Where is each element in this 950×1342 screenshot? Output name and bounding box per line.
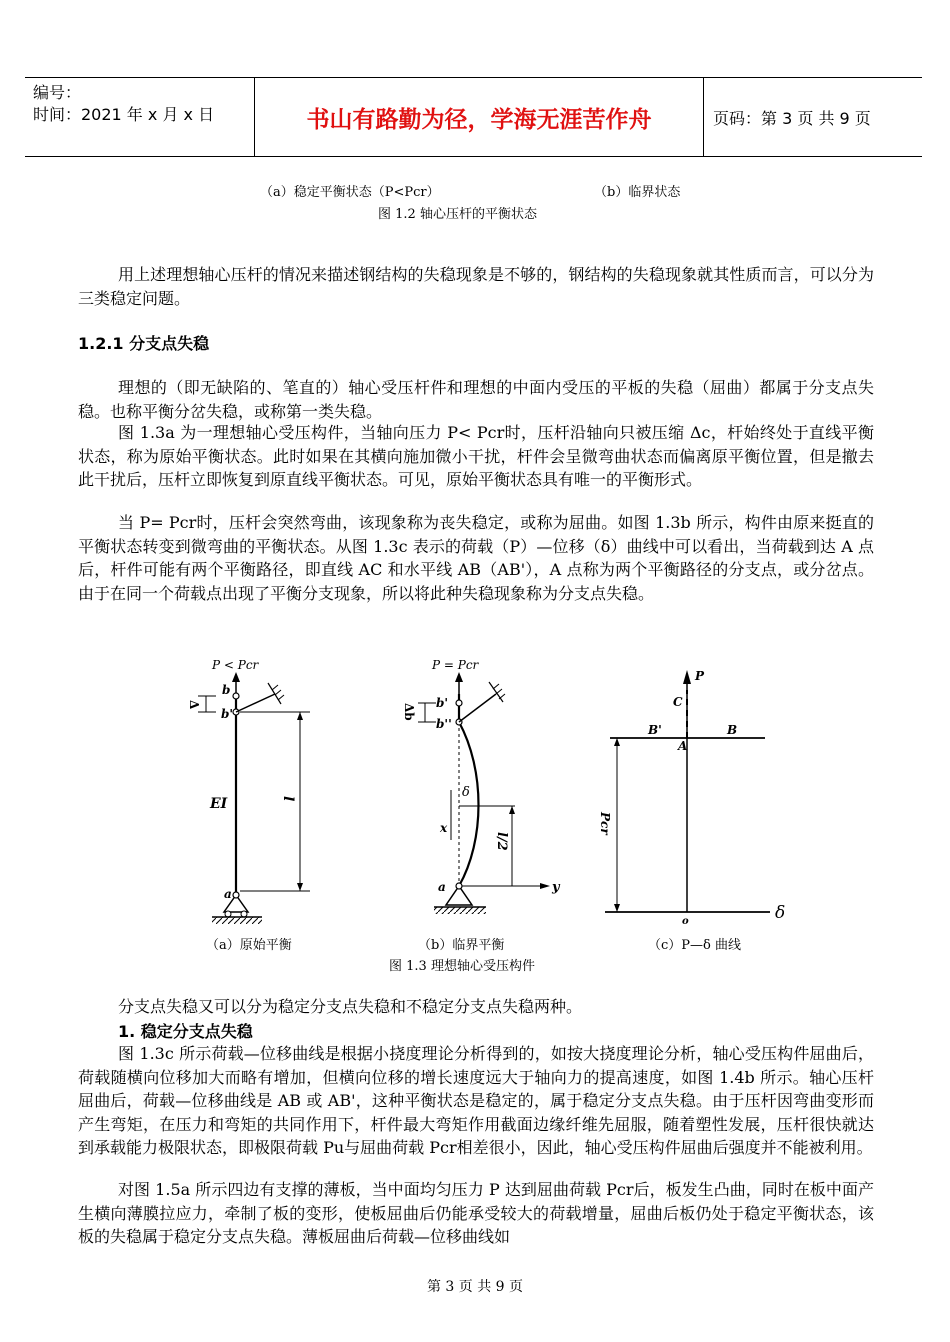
label-l: l bbox=[280, 796, 296, 802]
roller bbox=[241, 911, 247, 917]
label-B: B bbox=[727, 723, 738, 737]
label-l2: l/2 bbox=[494, 832, 509, 851]
delta-label: Δ bbox=[187, 700, 201, 710]
label-b-prime: b' bbox=[436, 696, 449, 710]
fig12-caption-b: （b）临界状态 bbox=[594, 185, 681, 200]
header-divider bbox=[703, 78, 704, 156]
node-a bbox=[233, 892, 239, 898]
lateral-brace bbox=[459, 694, 496, 722]
fig13-title: 图 1.3 理想轴心受压构件 bbox=[389, 959, 535, 974]
roller bbox=[225, 911, 231, 917]
fig12-caption-a: （a）稳定平衡状态（P<Pcr） bbox=[260, 185, 440, 200]
sub-heading: 1. 稳定分支点失稳 bbox=[118, 1022, 253, 1041]
arrow-head bbox=[683, 670, 691, 684]
node-b bbox=[233, 693, 239, 699]
label-B-prime: B' bbox=[648, 723, 662, 737]
brace-support bbox=[489, 682, 503, 702]
brace-support bbox=[268, 683, 281, 704]
fig12-title: 图 1.2 轴心压杆的平衡状态 bbox=[378, 207, 537, 222]
arrow-head bbox=[232, 672, 240, 682]
label-o: o bbox=[682, 916, 689, 927]
arrow-head bbox=[455, 672, 463, 682]
paragraph-definition: 理想的（即无缺陷的、笔直的）轴心受压杆件和理想的中面内受压的平板的失稳（屈曲）都属于分支点失稳。也称平衡分岔失稳，或称第一类失稳。 bbox=[78, 378, 874, 421]
lateral-brace bbox=[236, 694, 275, 712]
arrow-head bbox=[540, 883, 550, 889]
label-C: C bbox=[673, 695, 683, 709]
fig13-caption-a: （a）原始平衡 bbox=[206, 938, 292, 953]
label-Pcr: Pcr bbox=[598, 812, 612, 835]
paragraph-critical: 当 P= Pcr时，压杆会突然弯曲，该现象称为丧失稳定，或称为屈曲。如图 1.3b 所示，构件由原来挺直的平衡状态转变到微弯曲的平衡状态。从图 1.3c 表示的荷载（P）—位移（δ）曲线中可以看出，当荷载到达 A 点后，杆件可能有两个平衡路径，即直线 AC 和水平线 AB（AB'），A 点称为两个平衡路径的分支点，或分岔点。由于在同一个荷载点出现了平衡分支现象，所以将此种失稳现象称为分支点失稳。 bbox=[78, 513, 874, 603]
fig13-caption-b: （b）临界平衡 bbox=[418, 938, 505, 953]
fig13c-p-delta-curve bbox=[598, 669, 785, 927]
arrow-head bbox=[509, 806, 515, 814]
label-P: P bbox=[695, 669, 705, 683]
ground-hatch bbox=[212, 917, 262, 924]
number-label: 编号： bbox=[33, 83, 82, 102]
paragraph-original-equilibrium: 图 1.3a 为一理想轴心受压构件，当轴向压力 P< Pcr时，压杆沿轴向只被压缩 Δc，杆始终处于直线平衡状态，称为原始平衡状态。此时如果在其横向施加微小干扰，杆件会呈微弯曲状态而偏离原平衡位置，但是撤去此干扰后，压杆立即恢复到原直线平衡状态。可见，原始平衡状态具有唯一的平衡形式。 bbox=[78, 423, 874, 490]
time-label: 时间：2021 年 x 月 x 日 bbox=[33, 105, 215, 124]
section-heading: 1.2.1 分支点失稳 bbox=[78, 334, 210, 353]
arrow-head bbox=[614, 904, 620, 912]
fig13a-original-equilibrium bbox=[187, 658, 310, 924]
label-A: A bbox=[678, 739, 688, 753]
arrow-head bbox=[297, 712, 303, 720]
paragraph-intro: 用上述理想轴心压杆的情况来描述钢结构的失稳现象是不够的，钢结构的失稳现象就其性质而言，可以分为三类稳定问题。 bbox=[78, 265, 874, 308]
arrow-head bbox=[297, 883, 303, 891]
arrow-head bbox=[614, 738, 620, 746]
label-a: a bbox=[224, 887, 232, 901]
label-b-dprime: b'' bbox=[436, 717, 452, 731]
page-header bbox=[25, 77, 922, 157]
delta-b-label: Δb bbox=[402, 703, 416, 721]
page-footer: 第 3 页 共 9 页 bbox=[426, 1279, 524, 1295]
label-EI: EI bbox=[210, 796, 228, 812]
paragraph-stable-bifurcation: 图 1.3c 所示荷载—位移曲线是根据小挠度理论分析得到的，如按大挠度理论分析，轴心受压构件屈曲后，荷载随横向位移加大而略有增加，但横向位移的增长速度远大于轴向力的提高速度，如图 1.4b 所示。轴心压杆屈曲后，荷载—位移曲线是 AB 或 AB'，这种平衡状态是稳定的，属于稳定分支点失稳。由于压杆因弯曲变形而产生弯矩，在压力和弯矩的共同作用下，杆件最大弯矩作用截面边缘纤维先屈服，随着塑性发展，压杆很快就达到承载能力极限状态，即极限荷载 Pu与屈曲荷载 Pcr相差很小，因此，轴心受压构件屈曲后强度并不能被利用。 bbox=[78, 1044, 874, 1158]
figure-1-3 bbox=[0, 640, 950, 975]
label-delta: δ bbox=[775, 903, 786, 923]
header-meta bbox=[33, 82, 255, 152]
header-motto: 书山有路勤为径，学海无涯苦作舟 bbox=[306, 106, 652, 133]
ground-hatch bbox=[434, 907, 486, 914]
label-y: y bbox=[552, 880, 560, 895]
label-x: x bbox=[440, 821, 448, 835]
buckled-column bbox=[459, 722, 479, 886]
label-a: a bbox=[438, 880, 446, 894]
node-b-prime bbox=[456, 700, 462, 706]
label-b-prime: b' bbox=[221, 707, 234, 721]
label-b: b bbox=[222, 683, 231, 697]
node-a bbox=[456, 883, 462, 889]
paragraph-types: 分支点失稳又可以分为稳定分支点失稳和不稳定分支点失稳两种。 bbox=[118, 997, 583, 1016]
fig13b-critical-equilibrium bbox=[402, 658, 561, 914]
load-label: P = Pcr bbox=[432, 658, 479, 672]
load-label: P < Pcr bbox=[212, 658, 259, 672]
fig13-caption-c: （c）P—δ 曲线 bbox=[648, 938, 741, 953]
label-delta: δ bbox=[462, 785, 470, 800]
paragraph-thin-plate: 对图 1.5a 所示四边有支撑的薄板，当中面均匀压力 P 达到屈曲荷载 Pcr后，板发生凸曲，同时在板中面产生横向薄膜拉应力，牵制了板的变形，使板屈曲后仍能承受较大的荷载增量，屈曲后板仍处于稳定平衡状态，该板的失稳属于稳定分支点失稳。薄板屈曲后荷载—位移曲线如 bbox=[78, 1180, 874, 1247]
header-page-info: 页码：第 3 页 共 9 页 bbox=[713, 108, 871, 128]
